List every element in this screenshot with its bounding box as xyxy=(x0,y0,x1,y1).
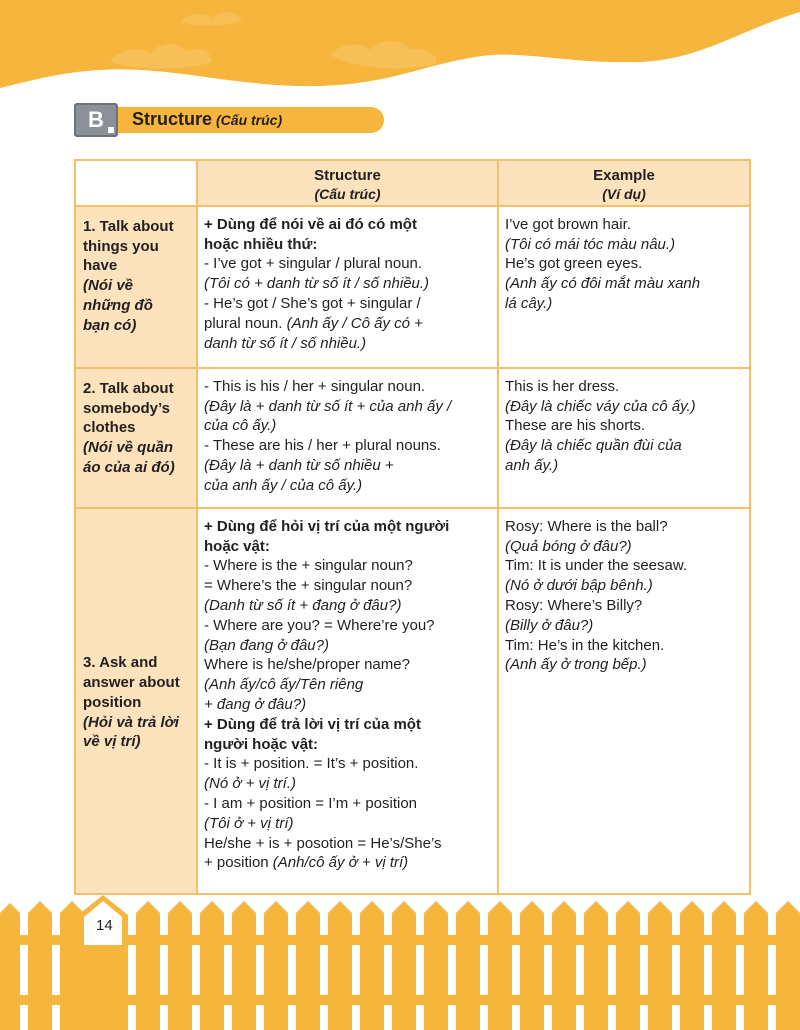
structure-line-text: - This is his / her + singular noun. xyxy=(204,377,426,395)
row-label xyxy=(75,206,197,368)
row-label-vi-line: bạn có) xyxy=(83,316,137,334)
structure-line xyxy=(204,715,491,735)
section-letter: B xyxy=(88,107,104,132)
structure-line xyxy=(204,416,491,436)
row-label-line: position xyxy=(83,693,142,711)
structure-line xyxy=(204,235,491,255)
row-label-vi-line: áo của ai đó) xyxy=(83,458,175,476)
structure-line xyxy=(204,794,491,814)
badge-notch-icon xyxy=(108,127,114,133)
structure-line-text: - I’ve got + singular / plural noun. xyxy=(204,255,423,273)
row-label-line: 3. Ask and xyxy=(83,654,158,672)
example-line xyxy=(505,655,743,675)
structure-line xyxy=(204,853,491,873)
section-title xyxy=(132,109,282,130)
structure-line xyxy=(204,476,491,496)
structure-line xyxy=(204,814,491,834)
structure-line xyxy=(204,636,491,656)
structure-line-text: + position xyxy=(204,854,269,872)
example-line-text: (Anh ấy có đôi mắt màu xanh xyxy=(505,275,701,293)
example-line xyxy=(505,254,743,274)
example-line-text: (Billy ở đâu?) xyxy=(505,616,594,634)
example-line-text: This is her dress. xyxy=(505,377,620,395)
table-row xyxy=(75,206,750,368)
structure-line-text: (Tôi có + danh từ số ít / số nhiều.) xyxy=(204,275,430,293)
example-line-text: These are his shorts. xyxy=(505,417,646,435)
row-label-vi-line: (Nói về quần xyxy=(83,439,174,457)
example-line-text: (Đây là chiếc váy của cô ấy.) xyxy=(505,397,696,415)
structure-line-text: plural noun. xyxy=(204,314,283,332)
structure-line xyxy=(204,695,491,715)
example-line xyxy=(505,416,743,436)
row-label-vi-line: (Nói về xyxy=(83,277,134,295)
structure-line-text: (Tôi ở + vị trí) xyxy=(204,814,294,832)
row-label-line: clothes xyxy=(83,419,136,437)
structure-line-text: = Where’s the + singular noun? xyxy=(204,577,413,595)
structure-line xyxy=(204,754,491,774)
structure-line-text: (Bạn đang ở đâu?) xyxy=(204,636,329,654)
structure-line xyxy=(204,576,491,596)
structure-cell xyxy=(197,368,498,508)
structure-line-text: của cô ấy.) xyxy=(204,417,277,435)
row-label-vi-line: (Hỏi và trả lời xyxy=(83,713,179,731)
structure-line-text: của anh ấy / của cô ấy.) xyxy=(204,476,363,494)
example-line xyxy=(505,377,743,397)
row-label xyxy=(75,508,197,894)
example-line-text: Tim: He’s in the kitchen. xyxy=(505,636,665,654)
structure-line xyxy=(204,377,491,397)
page-number: 14 xyxy=(96,917,113,934)
header-example xyxy=(498,160,750,206)
top-wave-decoration xyxy=(0,0,800,100)
structure-line-text: danh từ số ít / số nhiều.) xyxy=(204,334,367,352)
structure-line xyxy=(204,456,491,476)
example-line xyxy=(505,616,743,636)
structure-line xyxy=(204,274,491,294)
structure-line-text: - Where are you? = Where’re you? xyxy=(204,616,435,634)
row-label-line: somebody’s xyxy=(83,399,170,417)
structure-line xyxy=(204,834,491,854)
structure-line-text: - I am + position = I’m + position xyxy=(204,794,418,812)
example-line-text: anh ấy.) xyxy=(505,456,559,474)
header-structure-label-vi: (Cấu trúc) xyxy=(314,185,381,202)
example-line xyxy=(505,636,743,656)
example-line-text: (Anh ấy ở trong bếp.) xyxy=(505,656,647,674)
structure-cell xyxy=(197,206,498,368)
row-label-line: 2. Talk about xyxy=(83,379,174,397)
example-line-text: Rosy: Where’s Billy? xyxy=(505,596,643,614)
structure-line xyxy=(204,556,491,576)
example-line-text: (Tôi có mái tóc màu nâu.) xyxy=(505,235,676,253)
example-line-text: Rosy: Where is the ball? xyxy=(505,517,668,535)
structure-line-translation: (Anh/cô ấy ở + vị trí) xyxy=(268,854,409,872)
example-line-text: lá cây.) xyxy=(505,294,553,312)
example-line xyxy=(505,274,743,294)
example-line-text: (Quả bóng ở đâu?) xyxy=(505,537,632,555)
fence-decoration xyxy=(0,895,800,1030)
table-header-row xyxy=(75,160,750,206)
structure-line-text: (Danh từ số ít + đang ở đâu?) xyxy=(204,596,402,614)
row-label-line: 1. Talk about xyxy=(83,217,174,235)
structure-line xyxy=(204,294,491,314)
structure-line-text: - It is + position. = It’s + position. xyxy=(204,755,419,773)
structure-line xyxy=(204,254,491,274)
example-line-text: I’ve got brown hair. xyxy=(505,215,631,233)
header-example-label: Example xyxy=(593,167,655,184)
structure-line xyxy=(204,655,491,675)
structure-line-text: - These are his / her + plural nouns. xyxy=(204,437,441,455)
structure-line-text: (Đây là + danh từ số nhiều + xyxy=(204,456,394,474)
structure-line xyxy=(204,774,491,794)
structure-line xyxy=(204,397,491,417)
example-line-text: (Đây là chiếc quần đùi của xyxy=(505,437,682,455)
structure-table xyxy=(74,159,751,895)
section-title-en: Structure xyxy=(132,109,213,129)
example-line-text: He’s got green eyes. xyxy=(505,255,643,273)
table-row xyxy=(75,368,750,508)
structure-line xyxy=(204,616,491,636)
structure-line-text: (Đây là + danh từ số ít + của anh ấy / xyxy=(204,397,452,415)
structure-line-text: + Dùng để trả lời vị trí của một xyxy=(204,715,421,733)
structure-line-translation: (Anh ấy / Cô ấy có + xyxy=(282,314,423,332)
example-line xyxy=(505,556,743,576)
example-line xyxy=(505,235,743,255)
header-structure-label: Structure xyxy=(314,167,381,184)
structure-line-text: - Where is the + singular noun? xyxy=(204,557,413,575)
example-cell xyxy=(498,508,750,894)
row-label-line: answer about xyxy=(83,674,180,692)
header-example-label-vi: (Ví dụ) xyxy=(602,185,646,202)
example-line xyxy=(505,537,743,557)
example-line xyxy=(505,596,743,616)
structure-line-text: - He’s got / She’s got + singular / xyxy=(204,294,421,312)
structure-line xyxy=(204,735,491,755)
structure-line xyxy=(204,596,491,616)
example-line xyxy=(505,294,743,314)
row-label-vi-line: về vị trí) xyxy=(83,733,141,751)
row-label-line: have xyxy=(83,257,118,275)
section-title-vi: (Cấu trúc) xyxy=(216,112,283,128)
structure-line-text: + Dùng để hỏi vị trí của một người xyxy=(204,517,450,535)
row-label-line: things you xyxy=(83,237,159,255)
example-cell xyxy=(498,206,750,368)
example-line xyxy=(505,397,743,417)
example-line-text: Tim: It is under the seesaw. xyxy=(505,557,688,575)
structure-line-text: (Anh ấy/cô ấy/Tên riêng xyxy=(204,676,364,694)
example-cell xyxy=(498,368,750,508)
structure-line-text: + đang ở đâu?) xyxy=(204,695,307,713)
example-line xyxy=(505,517,743,537)
table-row xyxy=(75,508,750,894)
example-line xyxy=(505,456,743,476)
structure-line-text: + Dùng để nói về ai đó có một xyxy=(204,215,417,233)
example-line-text: (Nó ở dưới bập bênh.) xyxy=(505,577,653,595)
structure-line xyxy=(204,675,491,695)
example-line xyxy=(505,215,743,235)
structure-line xyxy=(204,517,491,537)
row-label xyxy=(75,368,197,508)
structure-line xyxy=(204,215,491,235)
structure-line-text: hoặc vật: xyxy=(204,537,270,555)
structure-line-text: (Nó ở + vị trí.) xyxy=(204,775,296,793)
structure-cell xyxy=(197,508,498,894)
structure-line xyxy=(204,436,491,456)
structure-line xyxy=(204,314,491,334)
structure-line xyxy=(204,334,491,354)
section-letter-badge xyxy=(74,103,118,137)
structure-line-text: Where is he/she/proper name? xyxy=(204,656,410,674)
example-line xyxy=(505,576,743,596)
example-line xyxy=(505,436,743,456)
structure-line-text: hoặc nhiều thứ: xyxy=(204,235,318,253)
structure-line-text: người hoặc vật: xyxy=(204,735,319,753)
structure-line xyxy=(204,537,491,557)
row-label-vi-line: những đồ xyxy=(83,296,153,314)
structure-line-text: He/she + is + posotion = He’s/She’s xyxy=(204,834,442,852)
header-structure xyxy=(197,160,498,206)
header-empty-cell xyxy=(75,160,197,206)
